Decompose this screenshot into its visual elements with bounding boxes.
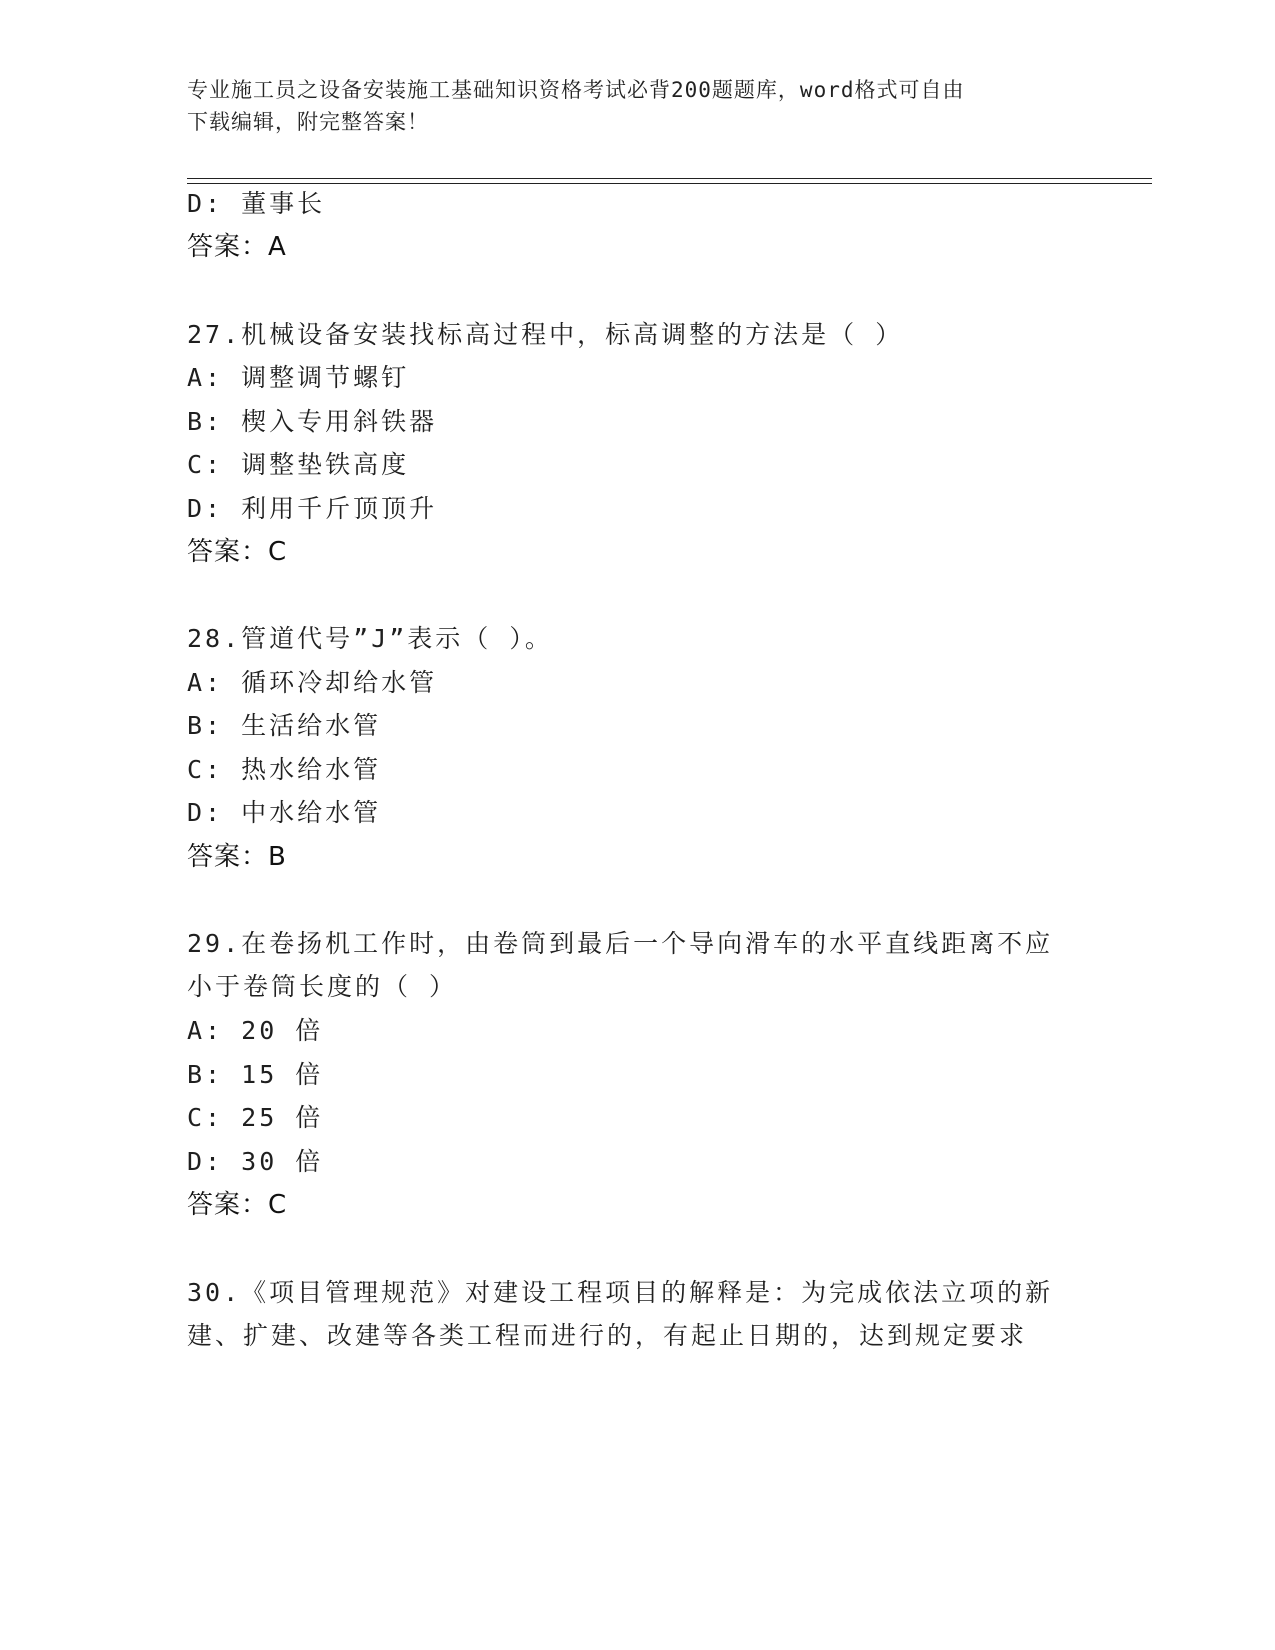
q27-option-a: A: 调整调节螺钉 (187, 363, 410, 392)
q28-question: 28.管道代号”J”表示（ ）。 (187, 624, 553, 653)
q29-option-c: C: 25 倍 (187, 1103, 324, 1132)
q28-option-d: D: 中水给水管 (187, 798, 382, 827)
header-line-1: 专业施工员之设备安装施工基础知识资格考试必背200题题库，word格式可自由 (187, 78, 965, 102)
header-divider-top (187, 178, 1152, 179)
q29-question-line-1: 29.在卷扬机工作时，由卷筒到最后一个导向滑车的水平直线距离不应 (187, 929, 1054, 958)
q29-option-a: A: 20 倍 (187, 1016, 324, 1045)
q27-option-d: D: 利用千斤顶顶升 (187, 494, 438, 523)
q29-question-line-2: 小于卷筒长度的（ ） (187, 972, 458, 1001)
q28-option-b: B: 生活给水管 (187, 711, 382, 740)
q30-question-line-2: 建、扩建、改建等各类工程而进行的，有起止日期的，达到规定要求 (187, 1321, 1028, 1350)
q30-question-line-1: 30.《项目管理规范》对建设工程项目的解释是：为完成依法立项的新 (187, 1278, 1054, 1307)
header-divider-bottom (187, 183, 1152, 184)
q27-question: 27.机械设备安装找标高过程中，标高调整的方法是（ ） (187, 320, 904, 349)
document-header (187, 74, 1067, 138)
q29-option-d: D: 30 倍 (187, 1147, 324, 1176)
q28-answer: 答案：B (187, 842, 287, 872)
q28-option-c: C: 热水给水管 (187, 755, 382, 784)
prev-option-d: D: 董事长 (187, 189, 326, 218)
header-line-2: 下载编辑，附完整答案！ (187, 110, 429, 134)
q29-answer: 答案：C (187, 1190, 288, 1220)
q27-option-b: B: 楔入专用斜铁器 (187, 407, 438, 436)
q27-answer: 答案：C (187, 537, 288, 567)
q28-option-a: A: 循环冷却给水管 (187, 668, 438, 697)
q29-option-b: B: 15 倍 (187, 1060, 324, 1089)
prev-answer: 答案：A (187, 232, 287, 262)
q27-option-c: C: 调整垫铁高度 (187, 450, 410, 479)
